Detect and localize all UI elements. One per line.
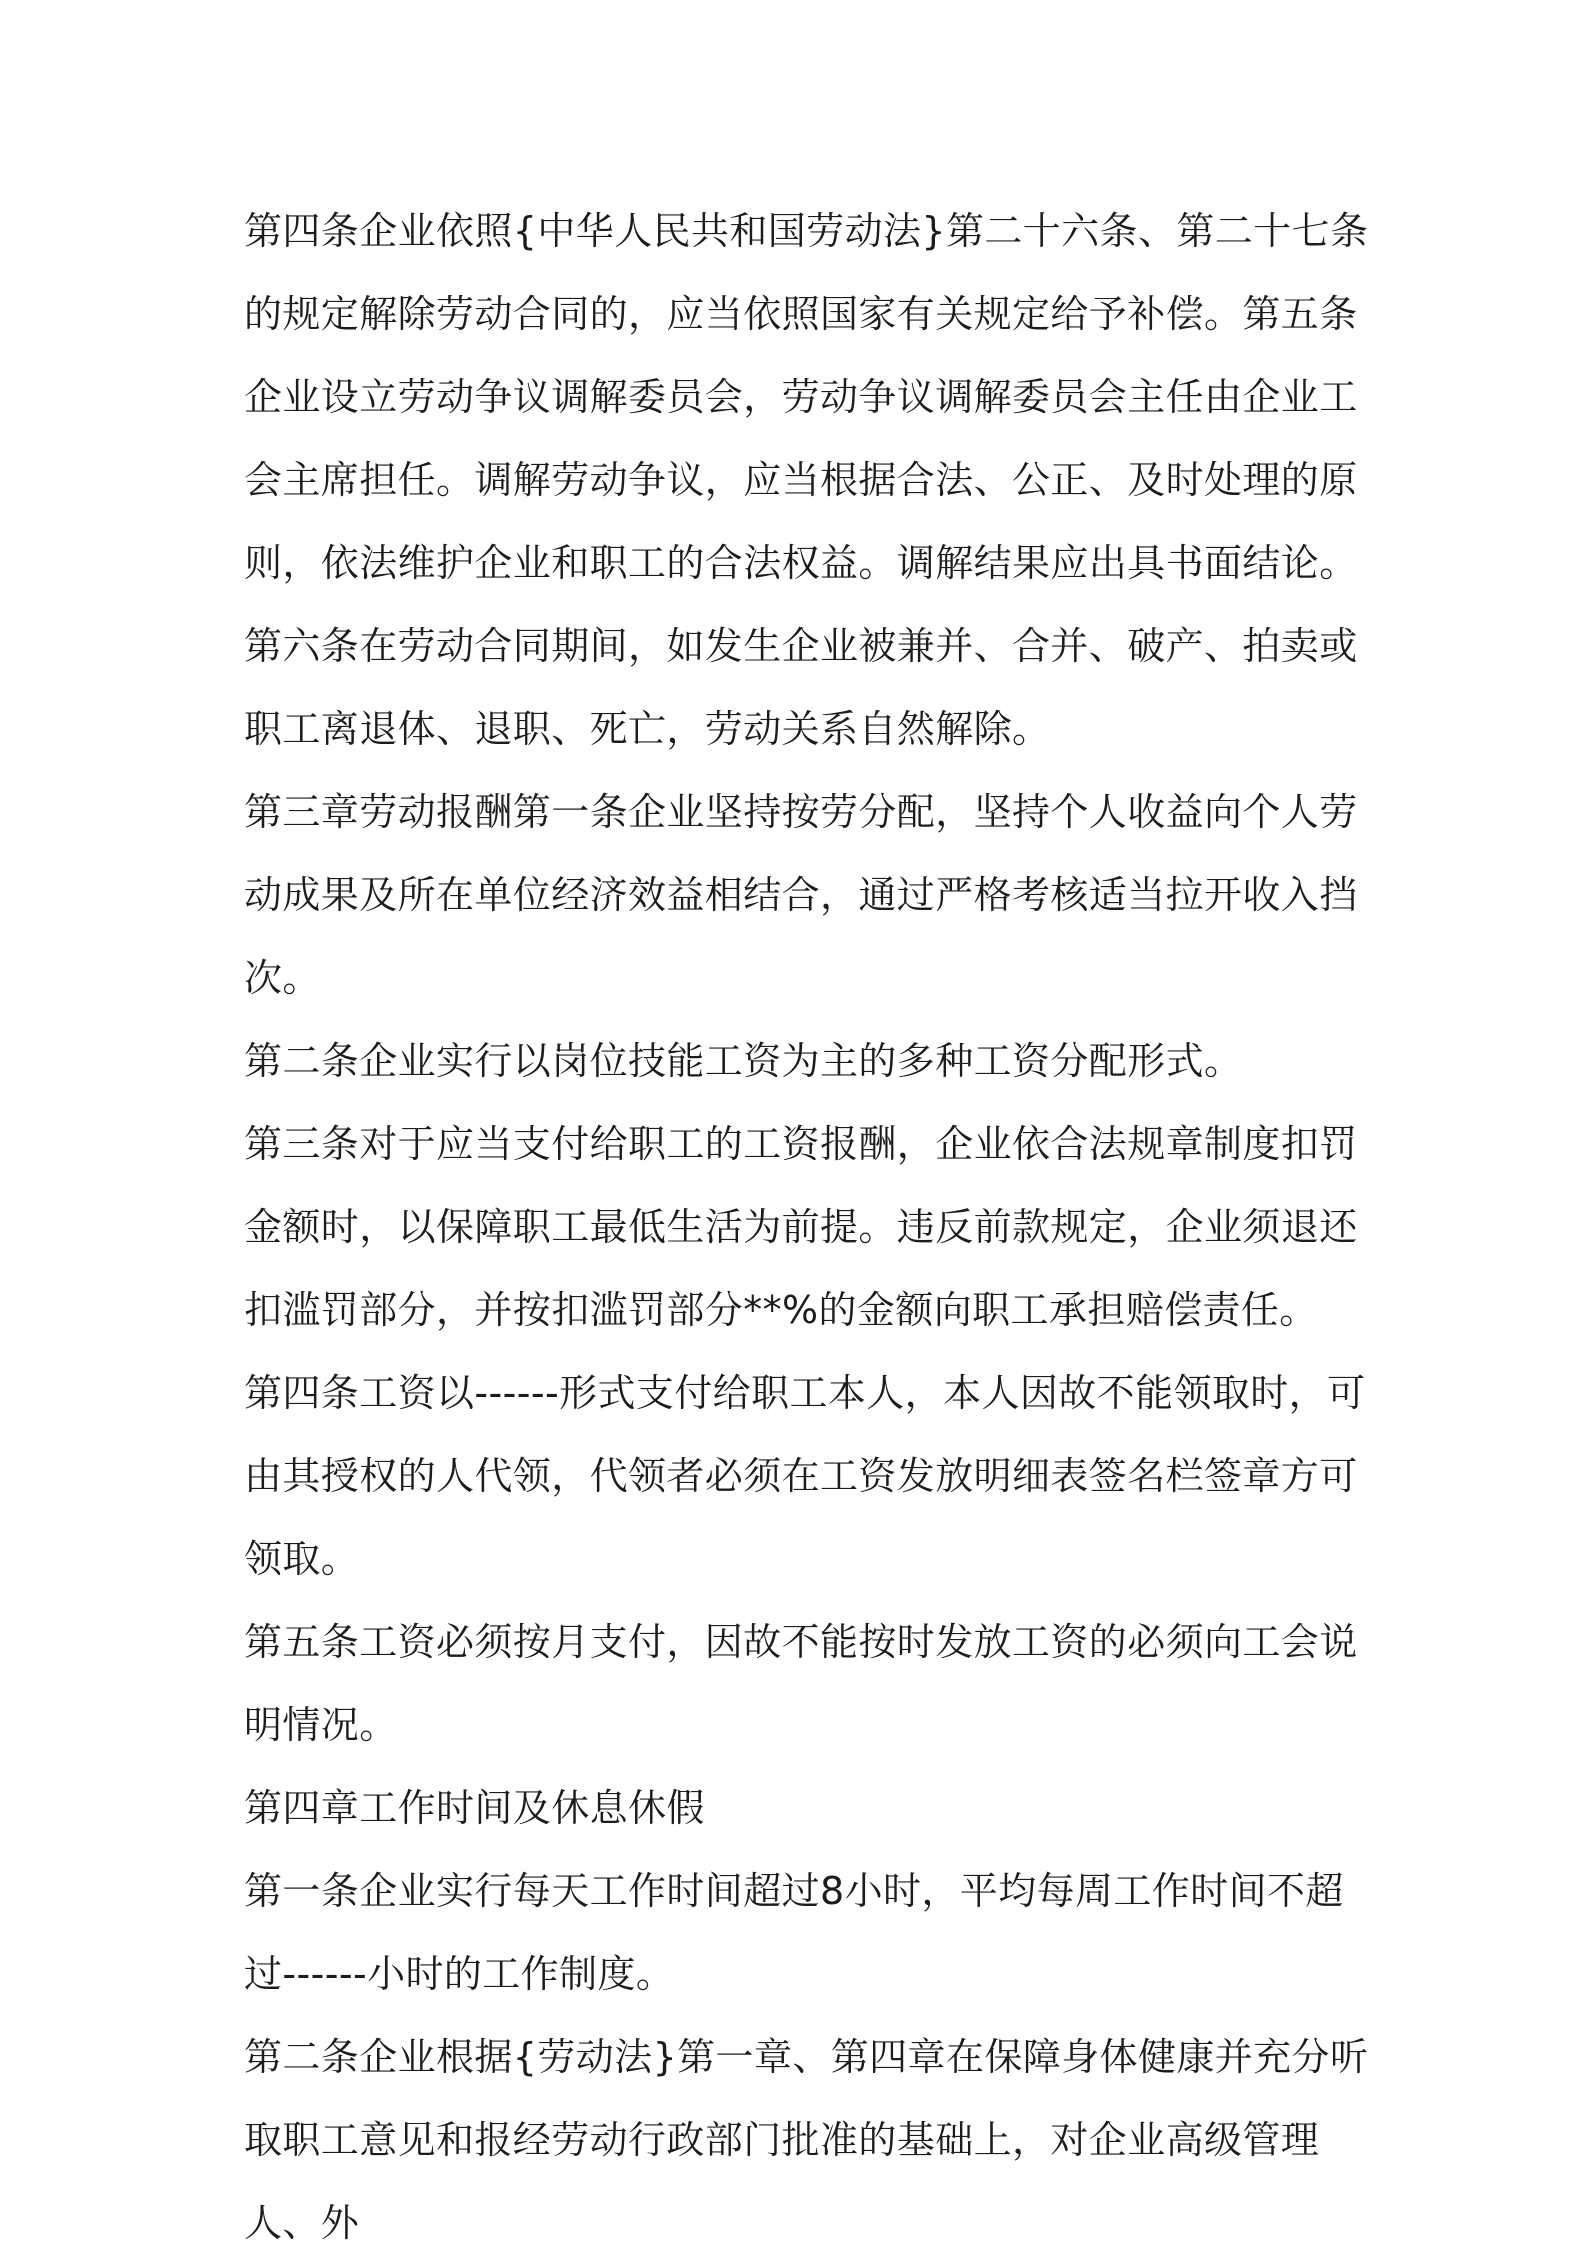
paragraph-2: 第六条在劳动合同期间，如发生企业被兼并、合并、破产、拍卖或职工离退体、退职、死亡，劳动关系自然解除。 [244, 624, 1358, 751]
chapter-heading: 第四章工作时间及休息休假 [244, 1786, 705, 1830]
paragraph-6: 第四条工资以------形式支付给职工本人，本人因故不能领取时，可由其授权的人代领，代领者必须在工资发放明细表签名栏签章方可领取。 [244, 1371, 1366, 1581]
paragraph-9: 第一条企业实行每天工作时间超过8小时，平均每周工作时间不超过------小时的工作制度。 [244, 1869, 1344, 1996]
paragraph-5: 第三条对于应当支付给职工的工资报酬，企业依合法规章制度扣罚金额时，以保障职工最低生活为前提。违反前款规定，企业须退还扣滥罚部分，并按扣滥罚部分**%的金额向职工承担赔偿责任。 [244, 1122, 1358, 1332]
paragraph-10: 第二条企业根据{劳动法}第一章、第四章在保障身体健康并充分听取职工意见和报经劳动行政部门批准的基础上，对企业高级管理人、外 [244, 2035, 1369, 2245]
paragraph-3: 第三章劳动报酬第一条企业坚持按劳分配，坚持个人收益向个人劳动成果及所在单位经济效益相结合，通过严格考核适当拉开收入挡次。 [244, 790, 1358, 1000]
paragraph-7: 第五条工资必须按月支付，因故不能按时发放工资的必须向工会说明情况。 [244, 1620, 1358, 1747]
document-body [244, 190, 1380, 2265]
paragraph-4: 第二条企业实行以岗位技能工资为主的多种工资分配形式。 [244, 1039, 1243, 1083]
paragraph-1: 第四条企业依照{中华人民共和国劳动法}第二十六条、第二十七条的规定解除劳动合同的，应当依照国家有关规定给予补偿。第五条企业设立劳动争议调解委员会，劳动争议调解委员会主任由企业工会主席担任。调解劳动争议，应当根据合法、公正、及时处理的原则，依法维护企业和职工的合法权益。调解结果应出具书面结论。 [244, 209, 1369, 585]
